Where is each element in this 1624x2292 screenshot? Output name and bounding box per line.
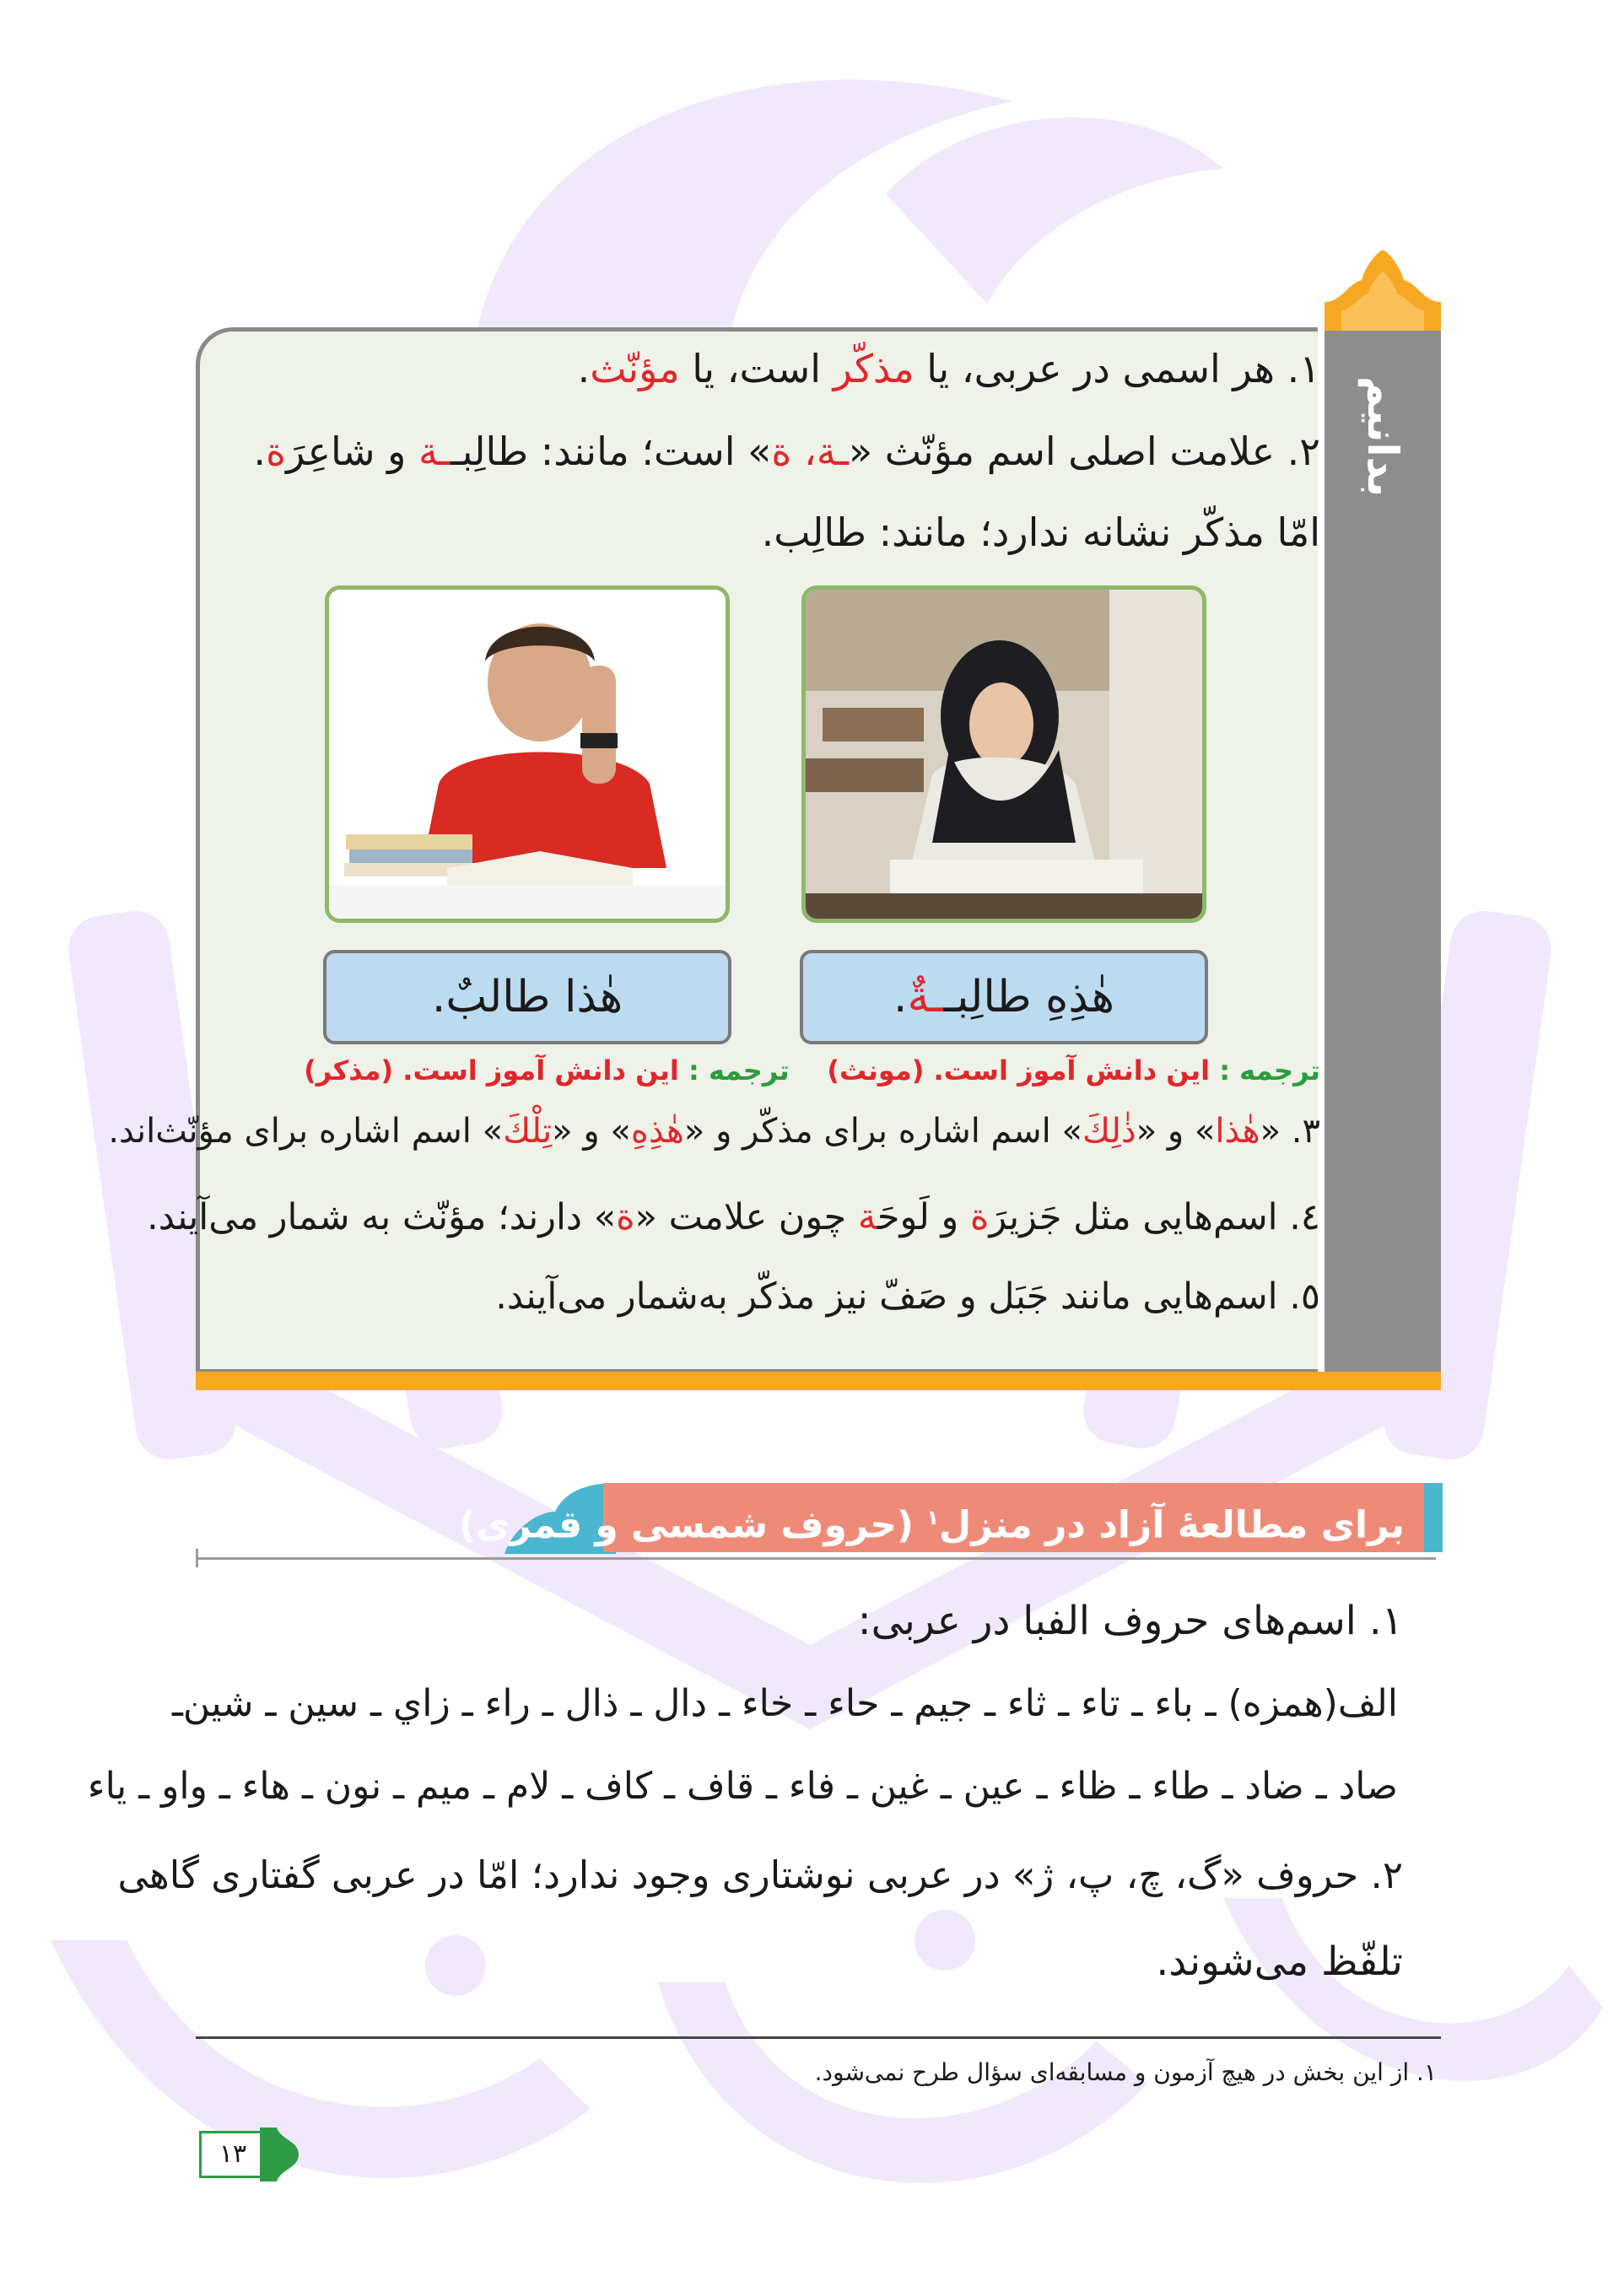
point-2-note: امّا مذکّر نشانه ندارد؛ مانند: طالِب. bbox=[761, 510, 1320, 555]
translation-female: ترجمه : این دانش آموز است. (مونث) bbox=[827, 1054, 1320, 1087]
point-3: ۳. «هٰذا» و «ذٰلِكَ» اسم اشاره برای مذکّر و «هٰذِهِ» و «تِلْكَ» اسم اشاره برای مؤنّث‌اند. bbox=[108, 1112, 1320, 1151]
side-tab bbox=[1325, 327, 1441, 1373]
alphabet-line-1: الف(همزه) ـ باء ـ تاء ـ ثاء ـ جیم ـ حاء ـ خاء ـ دال ـ ذال ـ راء ـ زاي ـ سين ـ شين‌ـ bbox=[171, 1682, 1398, 1725]
item-1-heading: ۱. اسم‌های حروف الفبا در عربی: bbox=[857, 1598, 1403, 1644]
page-number: ۱۳ bbox=[199, 2131, 267, 2178]
footnote: ۱. از این بخش در هیچ آزمون و مسابقه‌ای سؤال طرح نمی‌شود. bbox=[814, 2058, 1437, 2086]
page-tab-icon bbox=[260, 2128, 299, 2181]
footnote-rule bbox=[196, 2036, 1441, 2039]
caption-male: هٰذا طالبٌ. bbox=[323, 950, 731, 1044]
photo-female-student bbox=[801, 585, 1206, 923]
female-student-illustration bbox=[806, 590, 1202, 919]
point-5: ٥. اسم‌هایی مانند جَبَل و صَفّ نیز مذکّر به‌شمار می‌آیند. bbox=[495, 1275, 1320, 1318]
orange-strip bbox=[196, 1372, 1441, 1390]
caption-female: هٰذِهِ طالِبــةٌ. bbox=[800, 950, 1208, 1044]
alphabet-line-2: صاد‌ ـ ضاد ـ طاء ـ ظاء ـ عين ـ غين ـ فاء ـ قاف ـ كاف ـ لام ـ ميم ـ نون ـ هاء ـ واو ـ ياء bbox=[87, 1765, 1398, 1808]
item-2-line-1: ۲. حروف «گ، چ، پ، ژ» در عربی نوشتاری وجود ندارد؛ امّا در عربی گفتاری گاهی bbox=[117, 1852, 1403, 1897]
section-rule-tick bbox=[196, 1549, 198, 1567]
point-4: ٤. اسم‌هایی مثل جَزیرَة و لَوحَة چون علامت «ة» دارند؛ مؤنّث به شمار می‌آیند. bbox=[147, 1196, 1320, 1238]
section-title: برای مطالعهٔ آزاد در منزل$^۱$ (حروف شمسی و قمری) bbox=[458, 1503, 1405, 1547]
translation-row bbox=[304, 1054, 1320, 1087]
item-2-line-2: تلفّظ می‌شوند. bbox=[1156, 1939, 1403, 1985]
side-tab-label: بدانیم bbox=[1358, 376, 1407, 498]
male-student-illustration bbox=[329, 590, 726, 919]
photo-male-student bbox=[325, 585, 730, 923]
orange-badge-icon bbox=[1325, 250, 1441, 331]
section-rule bbox=[196, 1557, 1436, 1560]
point-2: ۲. علامت اصلی اسم مؤنّث «ـة، ة» است؛ مانند: طالِبــة و شاعِرَة. bbox=[253, 429, 1320, 474]
banner-edge bbox=[1424, 1483, 1443, 1552]
point-1: ۱. هر اسمی در عربی، یا مذکّر است، یا مؤنّث. bbox=[577, 346, 1320, 391]
translation-male: ترجمه : این دانش آموز است. (مذکر) bbox=[304, 1054, 790, 1087]
